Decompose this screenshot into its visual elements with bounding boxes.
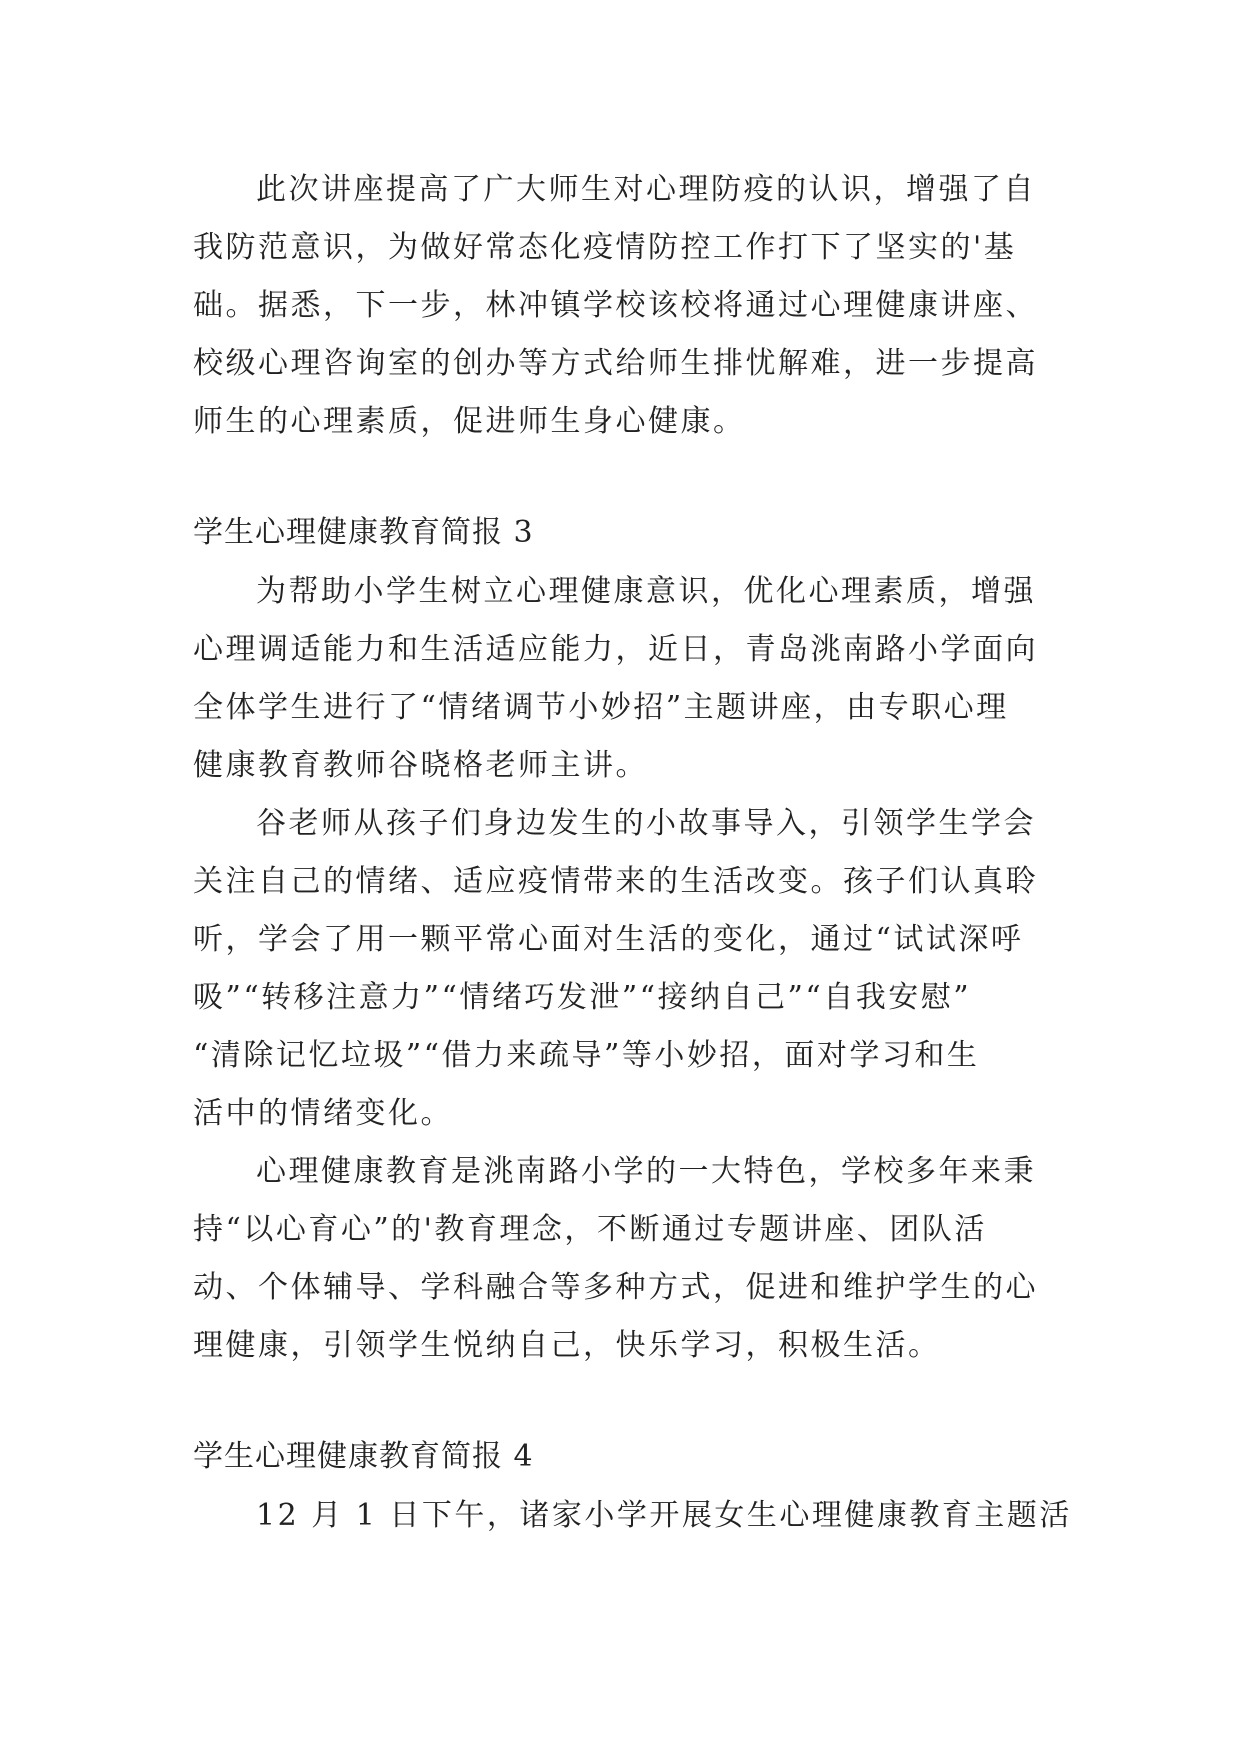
paragraph-line: “清除记忆垃圾”“借力来疏导”等小妙招，面对学习和生 bbox=[193, 1038, 980, 1073]
paragraph-line: 理健康，引领学生悦纳自己，快乐学习，积极生活。 bbox=[193, 1328, 941, 1363]
paragraph-line: 心理调适能力和生活适应能力，近日，青岛洮南路小学面向 bbox=[193, 632, 1038, 667]
paragraph-line: 持“以心育心”的'教育理念，不断通过专题讲座、团队活 bbox=[193, 1212, 987, 1247]
paragraph-line: 全体学生进行了“情绪调节小妙招”主题讲座，由专职心理 bbox=[193, 690, 1009, 725]
paragraph-line: 谷老师从孩子们身边发生的小故事导入，引领学生学会 bbox=[256, 806, 1036, 841]
paragraph-line: 12 月 1 日下午，诸家小学开展女生心理健康教育主题活 bbox=[256, 1498, 1072, 1533]
paragraph-line: 校级心理咨询室的创办等方式给师生排忧解难，进一步提高 bbox=[193, 346, 1038, 381]
section-heading: 学生心理健康教育简报 4 bbox=[193, 1439, 534, 1474]
paragraph-line: 关注自己的情绪、适应疫情带来的生活改变。孩子们认真聆 bbox=[193, 864, 1038, 899]
paragraph-line: 此次讲座提高了广大师生对心理防疫的认识，增强了自 bbox=[256, 172, 1036, 207]
paragraph-line: 础。据悉，下一步，林冲镇学校该校将通过心理健康讲座、 bbox=[193, 288, 1038, 323]
paragraph-line: 听，学会了用一颗平常心面对生活的变化，通过“试试深呼 bbox=[193, 922, 1024, 957]
paragraph-line: 活中的情绪变化。 bbox=[193, 1096, 453, 1131]
paragraph-line: 健康教育教师谷晓格老师主讲。 bbox=[193, 748, 648, 783]
paragraph-line: 动、个体辅导、学科融合等多种方式，促进和维护学生的心 bbox=[193, 1270, 1038, 1305]
paragraph-line: 师生的心理素质，促进师生身心健康。 bbox=[193, 404, 746, 439]
section-heading: 学生心理健康教育简报 3 bbox=[193, 515, 534, 550]
paragraph-line: 心理健康教育是洮南路小学的一大特色，学校多年来秉 bbox=[256, 1154, 1036, 1189]
paragraph-line: 为帮助小学生树立心理健康意识，优化心理素质，增强 bbox=[256, 574, 1036, 609]
paragraph-line: 我防范意识，为做好常态化疫情防控工作打下了坚实的'基 bbox=[193, 230, 1017, 265]
paragraph-line: 吸”“转移注意力”“情绪巧发泄”“接纳自己”“自我安慰” bbox=[193, 980, 972, 1015]
